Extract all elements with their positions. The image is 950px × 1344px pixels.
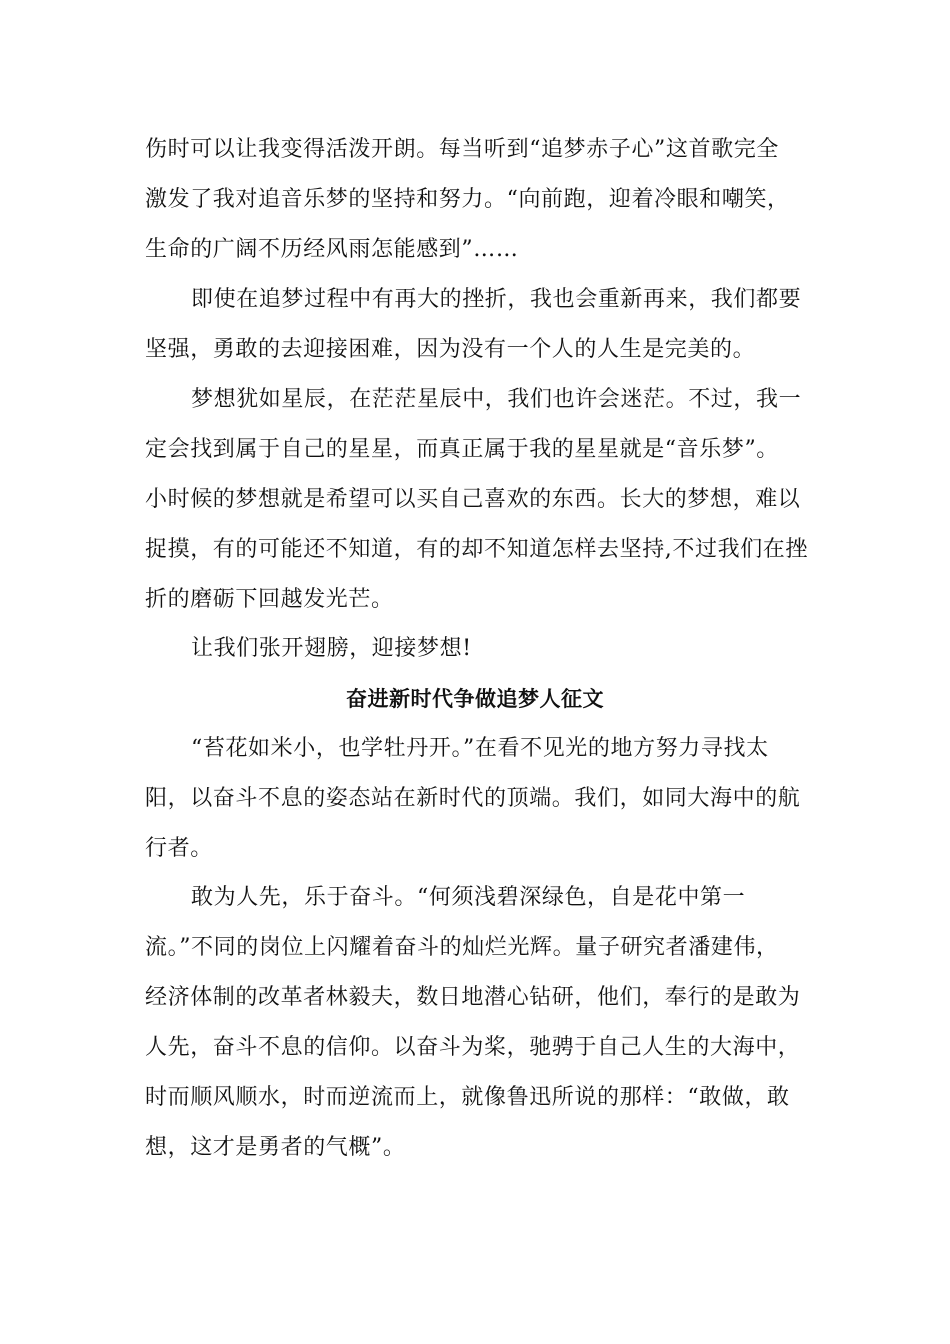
paragraph-line: 时而顺风顺水，时而逆流而上，就像鲁迅所说的那样：“敢做，敢 xyxy=(145,1085,790,1110)
paragraph-line: 激发了我对追音乐梦的坚持和努力。“向前跑，迎着冷眼和嘲笑， xyxy=(145,187,790,212)
paragraph-line: 即使在追梦过程中有再大的挫折，我也会重新再来，我们都要 xyxy=(191,287,802,312)
paragraph-line: 行者。 xyxy=(145,836,213,861)
paragraph-line: 伤时可以让我变得活泼开朗。每当听到“追梦赤子心”这首歌完全 xyxy=(145,137,779,162)
paragraph-line: 敢为人先，乐于奋斗。“何须浅碧深绿色，自是花中第一 xyxy=(191,885,746,910)
section-title: 奋进新时代争做追梦人征文 xyxy=(346,687,604,711)
paragraph-line: 小时候的梦想就是希望可以买自己喜欢的东西。长大的梦想，难以 xyxy=(145,487,801,512)
paragraph-line: 想，这才是勇者的气概”。 xyxy=(145,1135,406,1160)
paragraph-line: 折的磨砺下回越发光芒。 xyxy=(145,587,394,612)
paragraph-line: 坚强，勇敢的去迎接困难，因为没有一个人的人生是完美的。 xyxy=(145,337,756,362)
paragraph-line: “苔花如米小，也学牡丹开。”在看不见光的地方努力寻找太 xyxy=(191,736,769,761)
paragraph-line: 梦想犹如星辰，在茫茫星辰中，我们也许会迷茫。不过，我一 xyxy=(191,387,802,412)
paragraph-line: 定会找到属于自己的星星，而真正属于我的星星就是“音乐梦”。 xyxy=(145,437,779,462)
paragraph-line: 生命的广阔不历经风雨怎能感到”…… xyxy=(145,237,519,262)
paragraph-line: 捉摸，有的可能还不知道，有的却不知道怎样去坚持,不过我们在挫 xyxy=(145,537,808,562)
paragraph-line: 阳，以奋斗不息的姿态站在新时代的顶端。我们，如同大海中的航 xyxy=(145,786,801,811)
paragraph-line: 流。”不同的岗位上闪耀着奋斗的灿烂光辉。量子研究者潘建伟， xyxy=(145,935,779,960)
paragraph-line: 经济体制的改革者林毅夫，数日地潜心钻研，他们，奉行的是敢为 xyxy=(145,985,801,1010)
paragraph-line: 人先，奋斗不息的信仰。以奋斗为桨，驰骋于自己人生的大海中， xyxy=(145,1035,801,1060)
paragraph-line: 让我们张开翅膀，迎接梦想! xyxy=(191,636,472,661)
